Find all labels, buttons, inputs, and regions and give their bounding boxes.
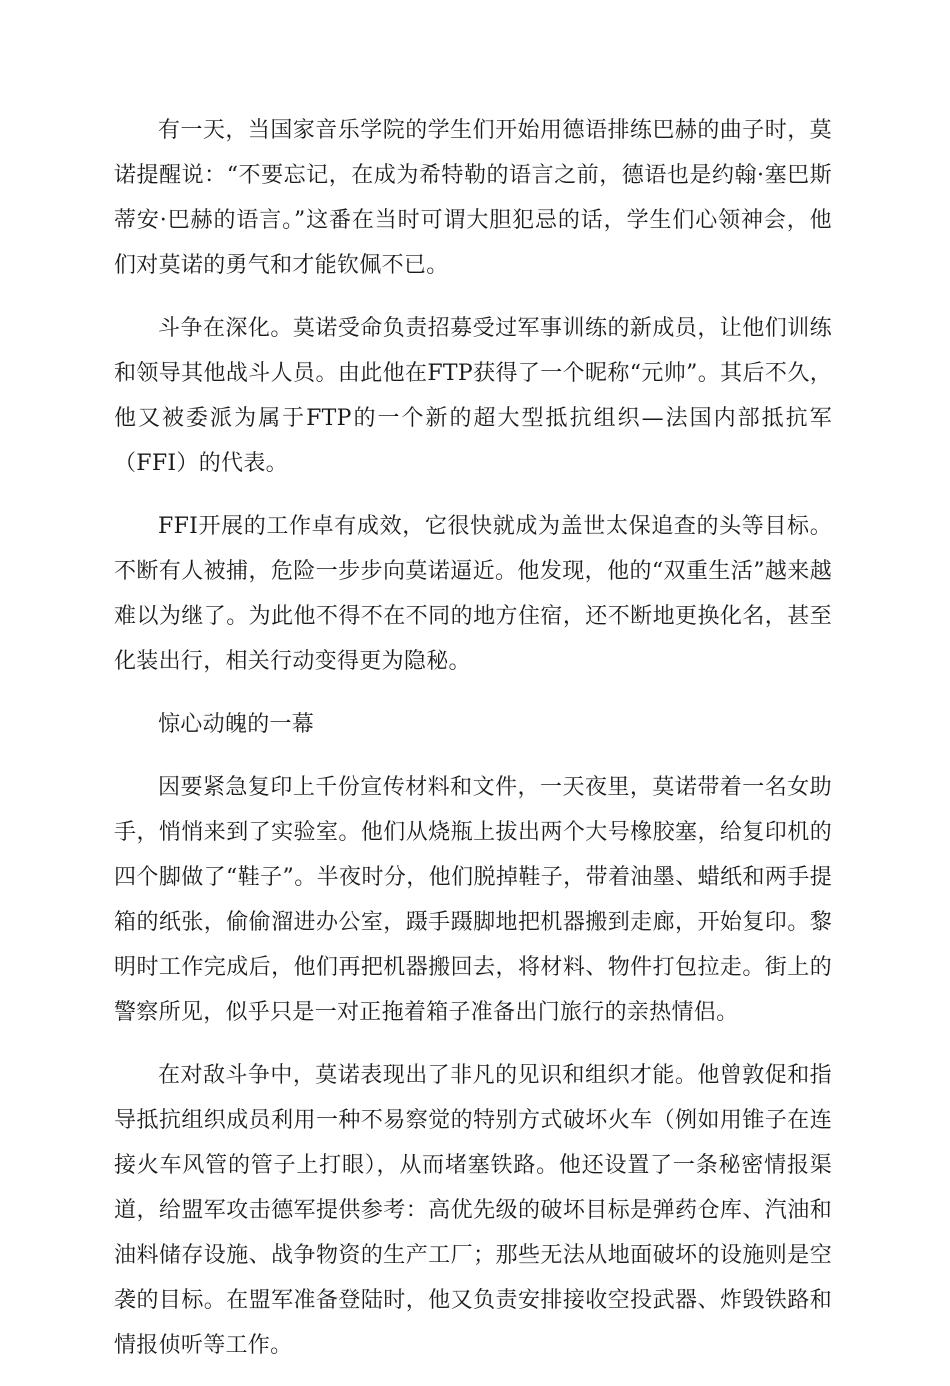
paragraph-bach-german: 有一天，当国家音乐学院的学生们开始用德语排练巴赫的曲子时，莫诺提醒说：“不要忘记，在成为希特勒的语言之前，德语也是约翰·塞巴斯蒂安·巴赫的语言。”这番在当时可谓大胆犯忌的话，学生们心领神会，他们对莫诺的勇气和才能钦佩不已。: [114, 118, 832, 278]
paragraph-struggle-deepens: 斗争在深化。莫诺受命负责招募受过军事训练的新成员，让他们训练和领导其他战斗人员。由此他在FTP获得了一个昵称“元帅”。其后不久，他又被委派为属于FTP的一个新的超大型抵抗组织—法国内部抵抗军（FFI）的代表。: [114, 316, 832, 476]
document-body: [114, 108, 832, 1386]
paragraph-sabotage-intelligence: 在对敌斗争中，莫诺表现出了非凡的见识和组织才能。他曾敦促和指导抵抗组织成员利用一种不易察觉的特别方式破坏火车（例如用锥子在连接火车风管的管子上打眼），从而堵塞铁路。他还设置了一条秘密情报渠道，给盟军攻击德军提供参考：高优先级的破坏目标是弹药仓库、汽油和油料储存设施、战争物资的生产工厂；那些无法从地面破坏的设施则是空袭的目标。在盟军准备登陆时，他又负责安排接收空投武器、炸毁铁路和情报侦听等工作。: [114, 1063, 832, 1358]
paragraph-copying-night: 因要紧急复印上千份宣传材料和文件，一天夜里，莫诺带着一名女助手，悄悄来到了实验室。他们从烧瓶上拔出两个大号橡胶塞，给复印机的四个脚做了“鞋子”。半夜时分，他们脱掉鞋子，带着油墨、蜡纸和两手提箱的纸张，偷偷溜进办公室，蹑手蹑脚地把机器搬到走廊，开始复印。黎明时工作完成后，他们再把机器搬回去，将材料、物件打包拉走。街上的警察所见，似乎只是一对正拖着箱子准备出门旅行的亲热情侣。: [114, 775, 832, 1025]
paragraph-ffi-danger: FFI开展的工作卓有成效，它很快就成为盖世太保追查的头等目标。不断有人被捕，危险一步步向莫诺逼近。他发现，他的“双重生活”越来越难以为继了。为此他不得不在不同的地方住宿，还不断地更换化名，甚至化装出行，相关行动变得更为隐秘。: [114, 514, 832, 674]
section-heading: 惊心动魄的一幕: [158, 712, 315, 737]
